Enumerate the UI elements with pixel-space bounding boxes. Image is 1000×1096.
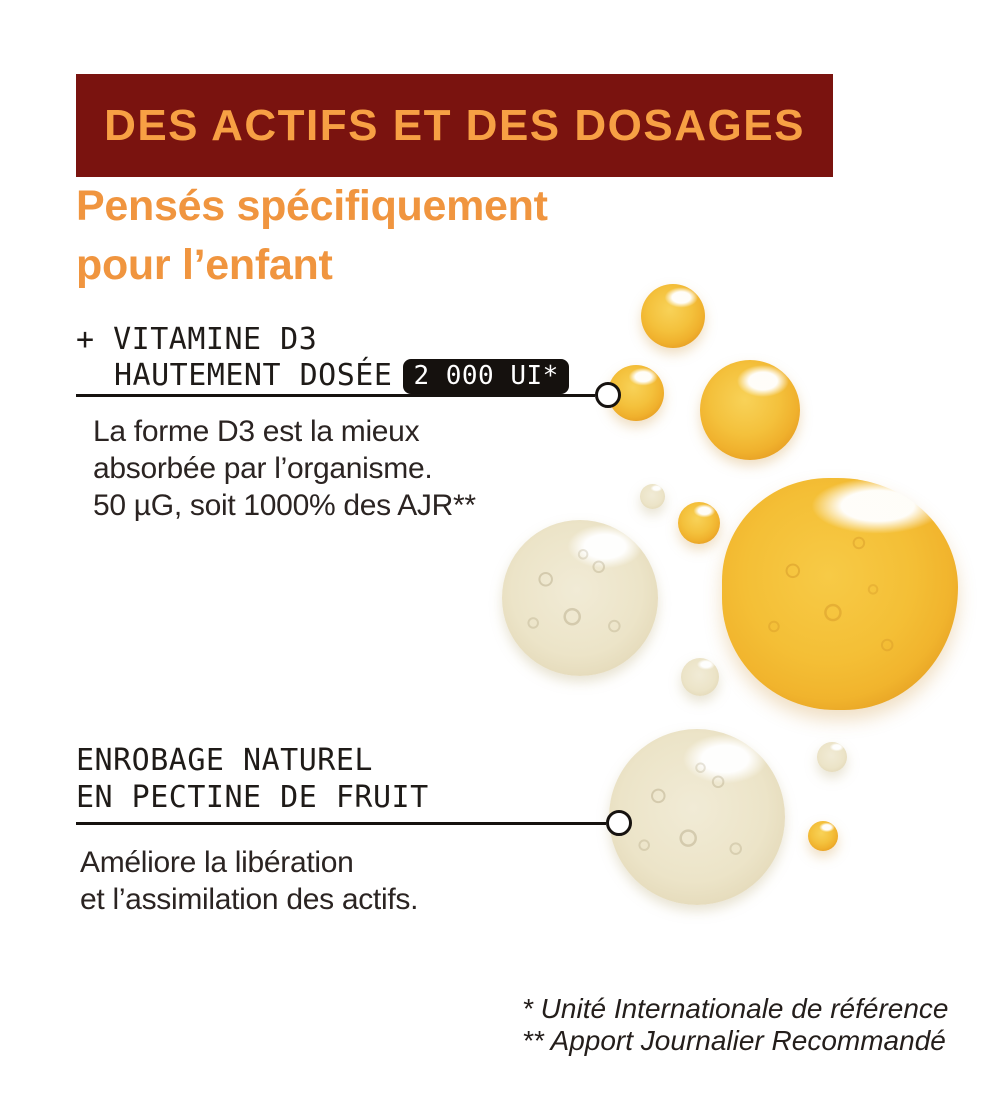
heading-line-2: pour l’enfant [76, 241, 333, 289]
vitamin-body-line-1: La forme D3 est la mieux [93, 415, 420, 448]
vitamin-body-line-3: 50 µG, soit 1000% des AJR** [93, 489, 476, 522]
oil-blob-large [722, 478, 958, 710]
coating-body-line-2: et l’assimilation des actifs. [80, 883, 419, 916]
title-banner [76, 74, 833, 177]
gel-droplet-tiny [640, 484, 665, 509]
footnotes [522, 993, 949, 1057]
oil-droplet-small-mid [678, 502, 720, 544]
coating-body-line-1: Améliore la libération [80, 846, 354, 879]
gel-droplet-small-mid [681, 658, 719, 696]
vitamin-d3-label-line-2: HAUTEMENT DOSÉE [114, 358, 393, 393]
gel-droplet-small-right [817, 742, 847, 772]
banner-title: DES ACTIFS ET DES DOSAGES [104, 100, 805, 150]
dosage-badge: 2 000 UI* [403, 359, 568, 394]
callout-marker-coating [606, 810, 632, 836]
coating-label [76, 742, 429, 816]
oil-droplet-medium [700, 360, 800, 460]
coating-label-line-2: EN PECTINE DE FRUIT [76, 780, 429, 815]
coating-description [80, 844, 418, 918]
footnote-line-1: * Unité Internationale de référence [522, 993, 949, 1024]
callout-line-vitamin [76, 394, 595, 397]
page-heading [76, 177, 548, 295]
vitamin-d3-label-line-1: + VITAMINE D3 [76, 322, 318, 357]
oil-droplet-small-top [641, 284, 705, 348]
gel-droplet-large-bottom [609, 729, 785, 905]
vitamin-body-line-2: absorbée par l’organisme. [93, 452, 433, 485]
oil-droplet-small-bottom [808, 821, 838, 851]
vitamin-d3-description [93, 413, 476, 524]
footnote-line-2: ** Apport Journalier Recommandé [522, 1025, 946, 1056]
heading-line-1: Pensés spécifiquement [76, 182, 548, 230]
callout-marker-vitamin [595, 382, 621, 408]
vitamin-d3-label [76, 322, 569, 394]
coating-label-line-1: ENROBAGE NATUREL [76, 743, 373, 778]
callout-line-coating [76, 822, 606, 825]
gel-droplet-large-left [502, 520, 658, 676]
